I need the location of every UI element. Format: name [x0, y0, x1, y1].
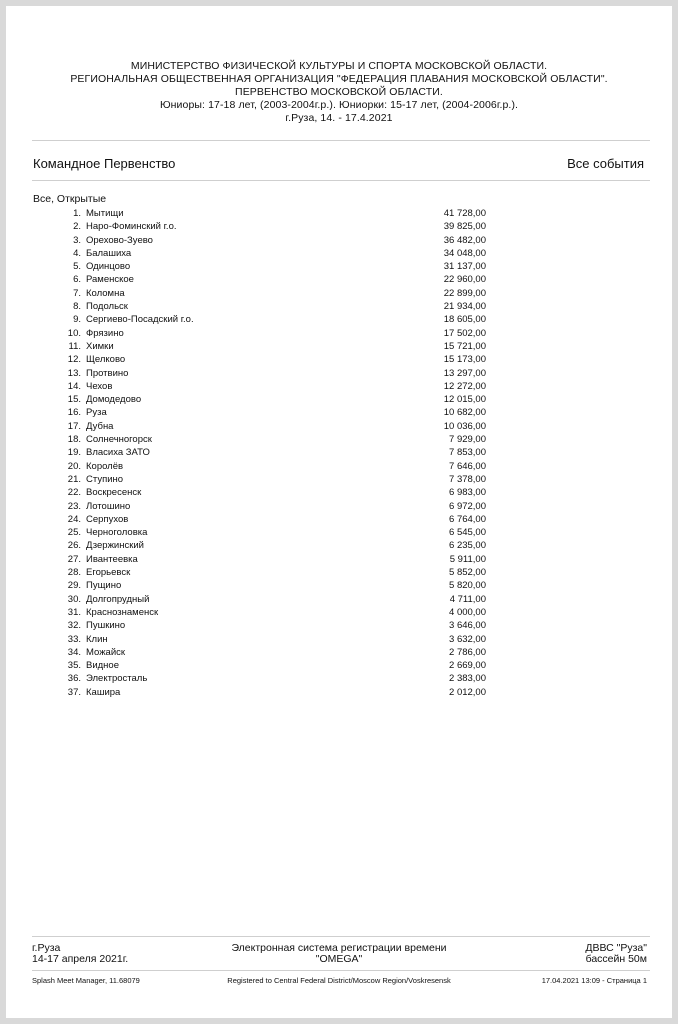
footer-timing-system: Электронная система регистрации времени [231, 942, 447, 954]
result-row [6, 646, 672, 659]
result-rank: 18. [67, 434, 81, 446]
result-points: 12 272,00 [443, 380, 486, 392]
title-divider [32, 180, 650, 181]
result-row [6, 619, 672, 632]
result-team: Руза [86, 407, 107, 419]
result-rank: 31. [67, 606, 81, 618]
result-row [6, 633, 672, 646]
result-rank: 11. [68, 340, 81, 352]
result-row [6, 234, 672, 247]
result-rank: 9. [73, 314, 81, 326]
result-team: Пушкино [86, 620, 126, 632]
result-team: Балашиха [86, 247, 132, 259]
result-row [6, 207, 672, 220]
result-points: 2 012,00 [449, 686, 486, 698]
result-rank: 3. [73, 234, 81, 246]
result-row [6, 340, 672, 353]
report-title: Командное Первенство [33, 156, 176, 171]
result-team: Сергиево-Посадский г.о. [86, 314, 194, 326]
result-team: Химки [86, 340, 114, 352]
footer-pool: бассейн 50м [585, 953, 647, 965]
result-team: Краснознаменск [86, 606, 159, 618]
result-row [6, 486, 672, 499]
header-organization: РЕГИОНАЛЬНАЯ ОБЩЕСТВЕННАЯ ОРГАНИЗАЦИЯ "ФЕДЕРАЦИЯ ПЛАВАНИЯ МОСКОВСКОЙ ОБЛАСТИ". [70, 73, 608, 85]
result-team: Королёв [86, 460, 124, 472]
result-points: 22 899,00 [443, 287, 486, 299]
result-team: Долгопрудный [86, 593, 150, 605]
result-team: Черноголовка [86, 527, 148, 539]
result-points: 6 545,00 [449, 527, 486, 539]
result-row [6, 420, 672, 433]
result-team: Клин [86, 633, 108, 645]
result-row [6, 513, 672, 526]
result-points: 10 036,00 [443, 420, 486, 432]
result-rank: 36. [67, 673, 81, 685]
results-table [6, 207, 672, 699]
result-rank: 5. [73, 261, 81, 273]
result-rank: 1. [73, 208, 81, 219]
result-team: Дзержинский [86, 540, 144, 552]
document-header [6, 60, 672, 125]
result-team: Подольск [86, 301, 128, 313]
result-points: 17 502,00 [443, 327, 486, 339]
result-rank: 34. [67, 646, 81, 658]
result-rank: 25. [67, 527, 81, 539]
result-team: Ивантеевка [86, 553, 138, 565]
result-points: 5 820,00 [449, 580, 486, 592]
result-points: 15 721,00 [443, 340, 486, 352]
result-rank: 10. [67, 327, 81, 339]
result-row [6, 579, 672, 592]
result-team: Чехов [86, 380, 113, 392]
footer-software: Splash Meet Manager, 11.68079 [32, 976, 140, 985]
result-team: Ступино [86, 473, 124, 485]
result-rank: 4. [73, 247, 81, 259]
footer-divider [32, 936, 650, 937]
result-row [6, 247, 672, 260]
result-team: Раменское [86, 274, 134, 286]
report-scope: Все события [567, 156, 644, 171]
result-row [6, 539, 672, 552]
result-points: 12 015,00 [443, 394, 486, 406]
result-team: Наро-Фоминский г.о. [86, 221, 177, 233]
footer-venue-block [585, 943, 647, 965]
result-rank: 14. [67, 380, 81, 392]
result-team: Серпухов [86, 513, 129, 525]
result-points: 7 646,00 [449, 460, 486, 472]
result-rank: 17. [67, 420, 81, 432]
result-points: 6 972,00 [449, 500, 486, 512]
result-rank: 26. [67, 540, 81, 552]
result-rank: 37. [67, 686, 81, 698]
result-team: Власиха ЗАТО [86, 447, 150, 459]
result-points: 3 632,00 [449, 633, 486, 645]
result-rank: 7. [73, 287, 81, 299]
result-rank: 6. [73, 274, 81, 286]
result-points: 13 297,00 [443, 367, 486, 379]
result-team: Орехово-Зуево [86, 234, 153, 246]
footer-printed: 17.04.2021 13:09 - Страница 1 [541, 976, 647, 985]
header-place-date: г.Руза, 14. - 17.4.2021 [285, 112, 393, 124]
result-row [6, 526, 672, 539]
result-points: 36 482,00 [443, 234, 486, 246]
result-rank: 22. [67, 487, 81, 499]
group-label: Все, Открытые [33, 193, 107, 205]
result-team: Дубна [86, 420, 114, 432]
result-points: 18 605,00 [443, 314, 486, 326]
result-rank: 29. [67, 580, 81, 592]
result-row [6, 659, 672, 672]
result-team: Коломна [86, 287, 125, 299]
result-points: 2 786,00 [449, 646, 486, 658]
result-row [6, 606, 672, 619]
result-team: Пущино [86, 580, 122, 592]
result-points: 4 711,00 [449, 593, 486, 605]
result-team: Видное [86, 660, 119, 672]
result-rank: 24. [67, 513, 81, 525]
result-team: Мытищи [86, 208, 124, 219]
result-points: 39 825,00 [443, 221, 486, 233]
result-row [6, 446, 672, 459]
result-row [6, 593, 672, 606]
result-row [6, 367, 672, 380]
result-row [6, 273, 672, 286]
footer-timing-block [6, 943, 672, 965]
result-row [6, 313, 672, 326]
result-team: Воскресенск [86, 487, 142, 499]
result-points: 6 983,00 [449, 487, 486, 499]
result-rank: 13. [67, 367, 81, 379]
result-rank: 28. [67, 567, 81, 579]
result-row [6, 353, 672, 366]
result-points: 41 728,00 [443, 208, 486, 219]
result-points: 3 646,00 [449, 620, 486, 632]
result-row [6, 380, 672, 393]
result-rank: 21. [67, 473, 81, 485]
result-row [6, 473, 672, 486]
result-rank: 16. [67, 407, 81, 419]
result-rank: 35. [67, 660, 81, 672]
result-team: Домодедово [86, 394, 142, 406]
result-rank: 27. [67, 553, 81, 565]
result-team: Егорьевск [86, 567, 131, 579]
result-row [6, 260, 672, 273]
result-rank: 33. [67, 633, 81, 645]
result-points: 6 235,00 [449, 540, 486, 552]
result-team: Можайск [86, 646, 126, 658]
result-points: 34 048,00 [443, 247, 486, 259]
header-age-groups: Юниоры: 17-18 лет, (2003-2004г.р.). Юниорки: 15-17 лет, (2004-2006г.р.). [159, 99, 519, 111]
result-rank: 2. [73, 221, 81, 233]
result-points: 2 669,00 [449, 660, 486, 672]
result-team: Одинцово [86, 261, 131, 273]
result-rank: 15. [67, 394, 81, 406]
footer-venue: ДВВС "Руза" [585, 942, 647, 954]
result-team: Лотошино [86, 500, 131, 512]
result-row [6, 500, 672, 513]
result-team: Щелково [86, 354, 126, 366]
result-rank: 19. [67, 447, 81, 459]
result-row [6, 553, 672, 566]
result-row [6, 686, 672, 699]
result-team: Протвино [86, 367, 129, 379]
result-row [6, 672, 672, 685]
result-team: Электросталь [86, 673, 148, 685]
result-points: 22 960,00 [443, 274, 486, 286]
result-rank: 32. [67, 620, 81, 632]
result-team: Фрязино [86, 327, 124, 339]
footer-dates: 14-17 апреля 2021г. [32, 953, 129, 965]
result-points: 21 934,00 [443, 301, 486, 313]
footer-location: г.Руза [32, 942, 61, 954]
header-ministry: МИНИСТЕРСТВО ФИЗИЧЕСКОЙ КУЛЬТУРЫ И СПОРТА МОСКОВСКОЙ ОБЛАСТИ. [130, 60, 548, 72]
result-rank: 8. [73, 301, 81, 313]
result-row [6, 393, 672, 406]
result-row [6, 460, 672, 473]
result-points: 5 911,00 [449, 553, 486, 565]
result-row [6, 287, 672, 300]
result-row [6, 327, 672, 340]
result-rank: 12. [67, 354, 81, 366]
result-points: 15 173,00 [443, 354, 486, 366]
result-row [6, 566, 672, 579]
result-points: 2 383,00 [449, 673, 486, 685]
result-row [6, 300, 672, 313]
result-points: 5 852,00 [449, 567, 486, 579]
result-row [6, 433, 672, 446]
result-points: 7 929,00 [449, 434, 486, 446]
header-divider [32, 140, 650, 141]
result-points: 6 764,00 [449, 513, 486, 525]
result-rank: 23. [67, 500, 81, 512]
fineprint-divider [32, 970, 650, 971]
result-points: 7 378,00 [449, 473, 486, 485]
result-points: 7 853,00 [449, 447, 486, 459]
result-team: Кашира [86, 686, 121, 698]
footer-timing-brand: "OMEGA" [315, 953, 363, 965]
result-points: 4 000,00 [449, 606, 486, 618]
result-team: Солнечногорск [86, 434, 152, 446]
result-row [6, 406, 672, 419]
header-event: ПЕРВЕНСТВО МОСКОВСКОЙ ОБЛАСТИ. [235, 86, 443, 98]
result-row [6, 220, 672, 233]
result-rank: 20. [67, 460, 81, 472]
document-page [6, 6, 672, 1018]
footer-registration: Registered to Central Federal District/Moscow Region/Voskresensk [227, 976, 451, 985]
result-points: 31 137,00 [443, 261, 486, 273]
result-points: 10 682,00 [443, 407, 486, 419]
result-rank: 30. [67, 593, 81, 605]
